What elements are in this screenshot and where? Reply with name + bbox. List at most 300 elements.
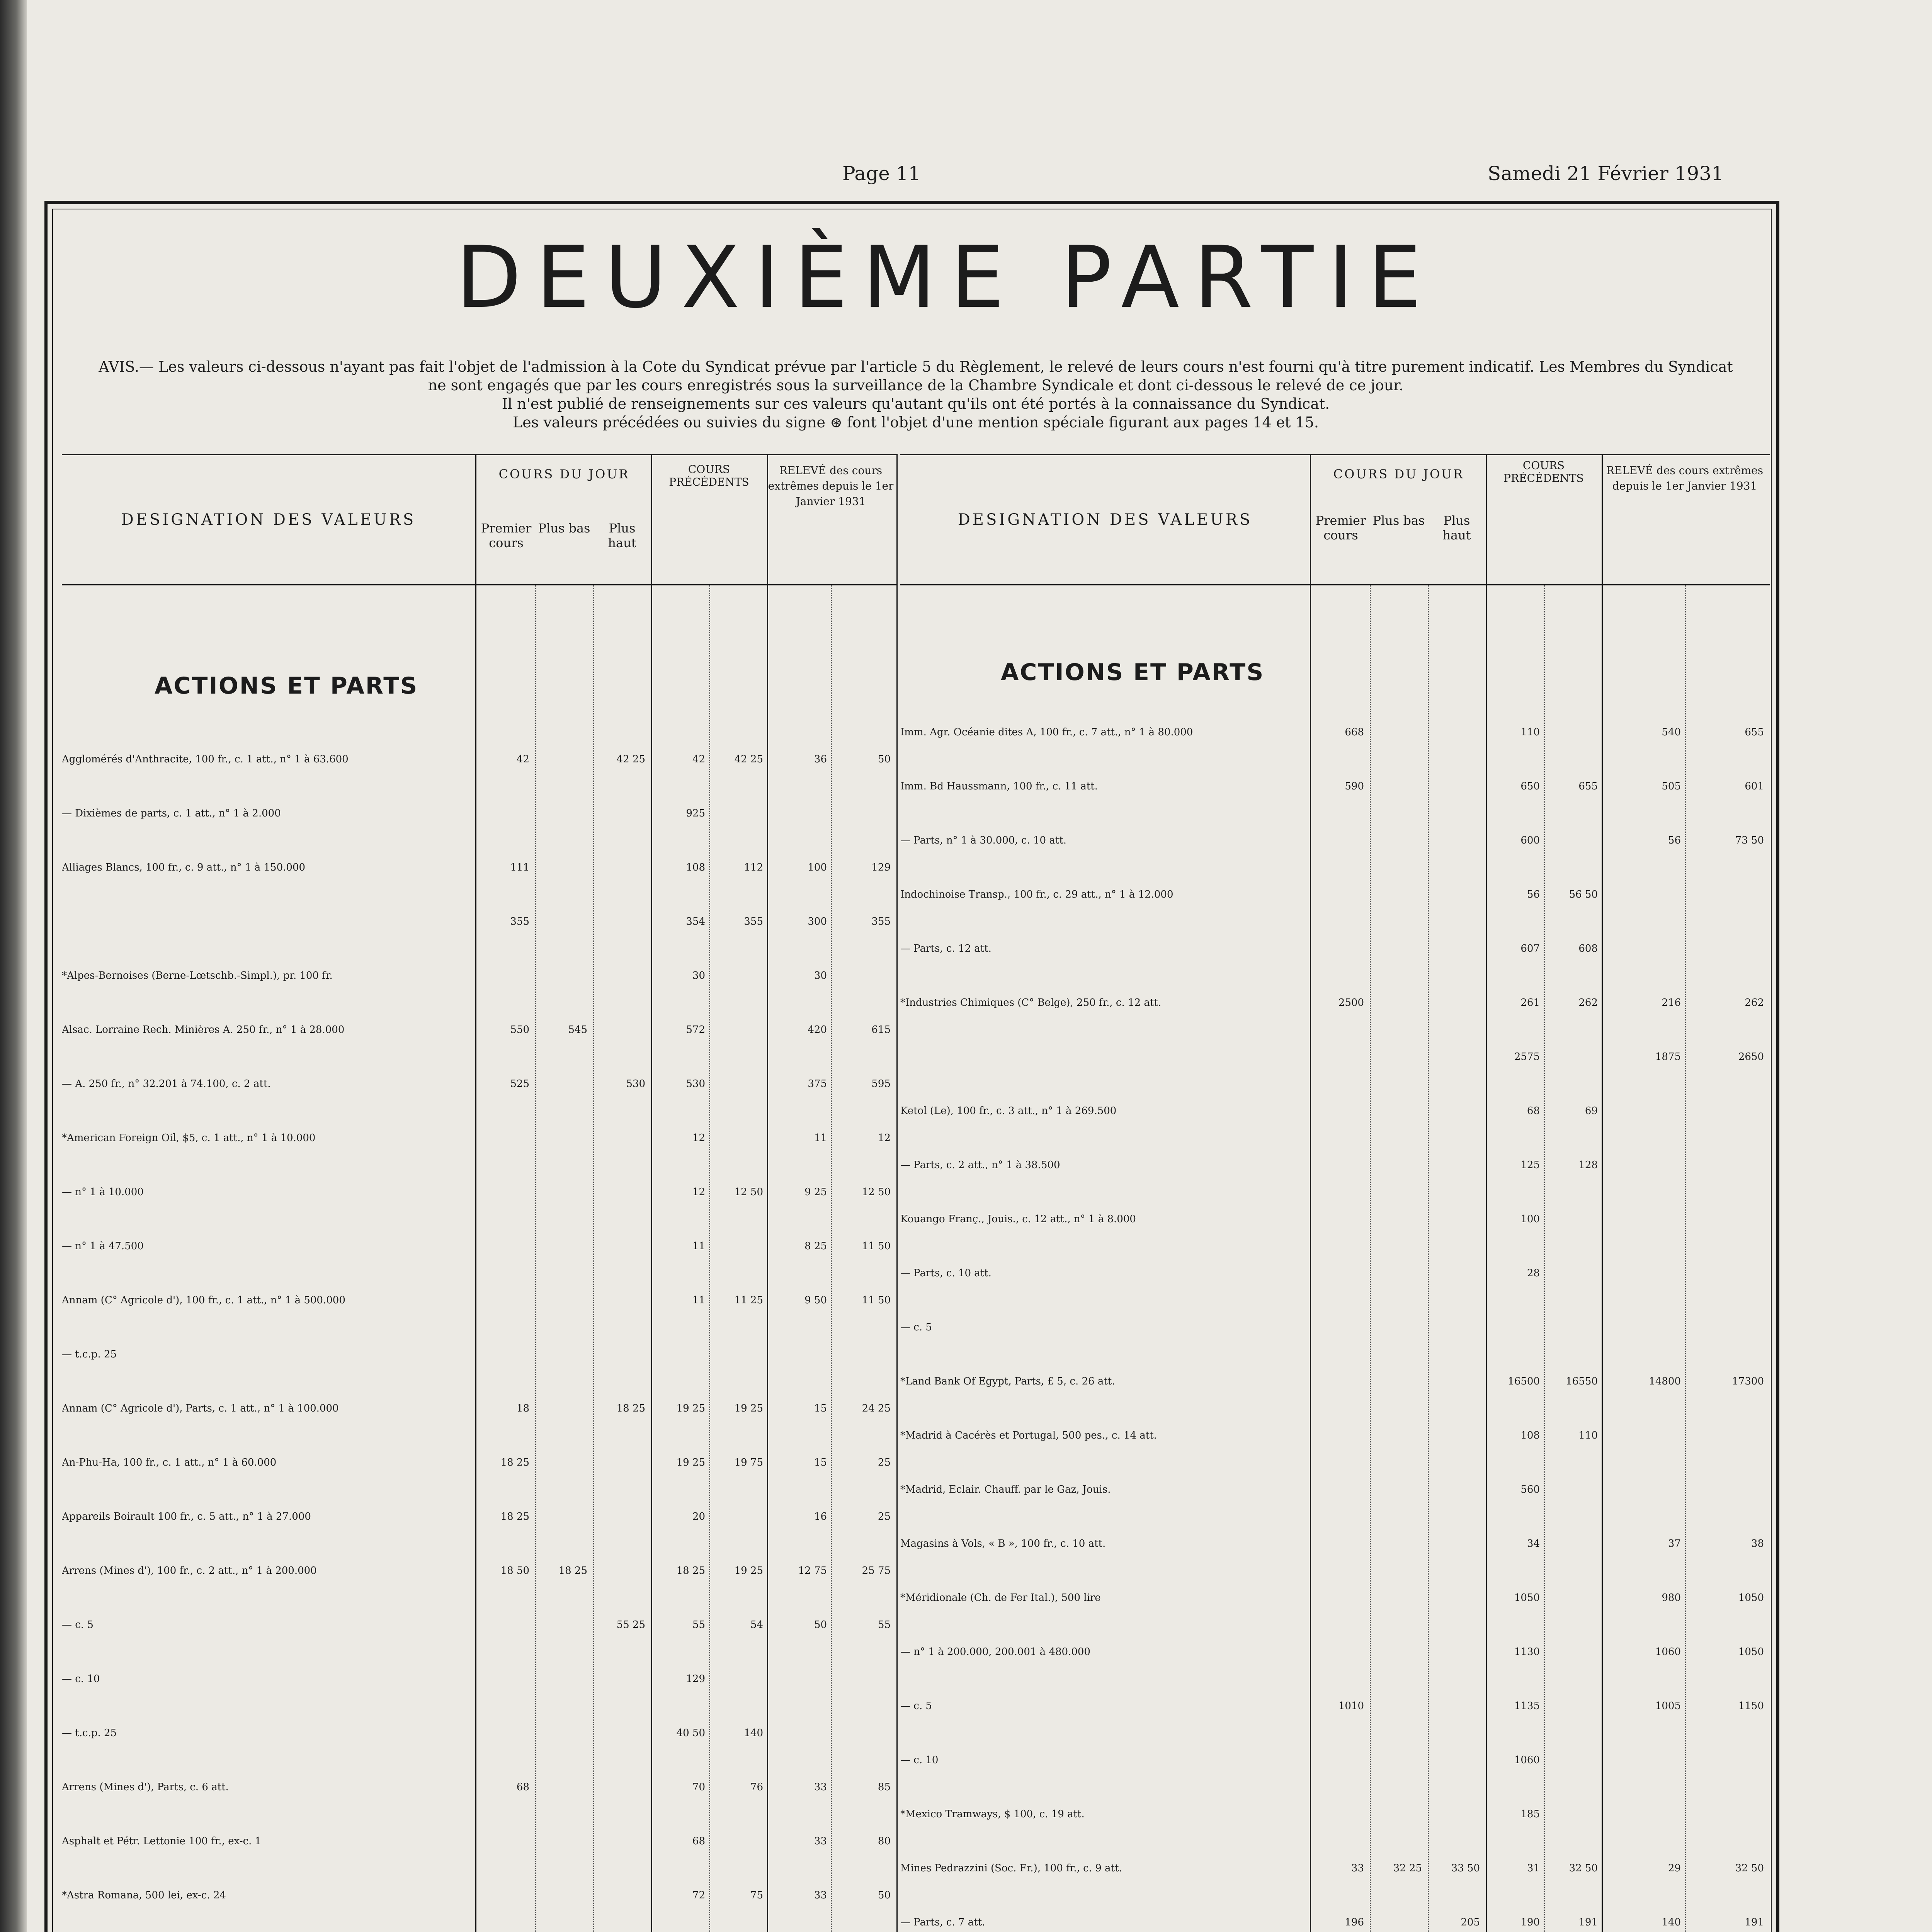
row-gap [62,1144,896,1186]
security-name: Magasins à Vols, « B », 100 fr., c. 10 att. [900,1538,1106,1549]
row-gap [900,1549,1770,1592]
security-name: *Madrid, Eclair. Chauff. par le Gaz, Jouis. [900,1484,1111,1495]
row-gap [900,1225,1770,1267]
page-number: Page 11 [842,162,921,185]
security-name: Indochinoise Transp., 100 fr., c. 29 att., n° 1 à 12.000 [900,889,1173,900]
security-name: — Parts, c. 7 att. [900,1917,985,1928]
price-cell: 37 [1668,1538,1681,1549]
price-cell: 16500 [1508,1376,1540,1387]
security-name: Arrens (Mines d'), Parts, c. 6 att. [62,1781,229,1793]
price-cell: 108 [686,862,705,873]
security-name: Arrens (Mines d'), 100 fr., c. 2 att., n° 1 à 200.000 [62,1565,317,1577]
security-name: — Parts, c. 2 att., n° 1 à 38.500 [900,1159,1060,1171]
row-gap [900,1063,1770,1105]
price-cell: 68 [516,1781,529,1793]
price-cell: 140 [744,1727,763,1739]
row-gap [62,927,896,970]
security-name: *Astra Romana, 500 lei, ex-c. 24 [62,1889,226,1901]
price-cell: 650 [1520,781,1540,792]
row-gap [62,1685,896,1727]
row-gap [62,1036,896,1078]
row-gap [900,1387,1770,1430]
table-row [900,1321,1770,1333]
price-cell: 18 50 [500,1565,529,1577]
security-name: *Alpes-Bernoises (Berne-Lœtschb.-Simpl.), pr. 100 fr. [62,970,333,981]
price-cell: 1005 [1655,1700,1681,1712]
price-cell: 1150 [1738,1700,1764,1712]
price-cell: 572 [686,1024,705,1036]
cours-precedents-header: COURS PRÉCÉDENTS [1503,459,1584,485]
row-gap [900,1117,1770,1159]
price-cell: 25 [878,1511,891,1522]
price-cell: 545 [568,1024,587,1036]
table-row [62,753,896,765]
price-cell: 2650 [1738,1051,1764,1063]
price-cell: 300 [808,916,827,927]
table-row [900,1592,1770,1604]
price-cell: 550 [510,1024,529,1036]
plus-bas-header: Plus bas [1372,513,1425,528]
price-cell: 28 [1527,1267,1540,1279]
table-row [900,1376,1770,1387]
price-cell: 196 [1345,1917,1364,1928]
price-cell: 12 75 [798,1565,827,1577]
center-divider [896,454,898,1932]
table-row [900,781,1770,792]
price-cell: 55 [878,1619,891,1631]
price-cell: 190 [1520,1917,1540,1928]
row-gap [900,1604,1770,1646]
cours-du-jour-header: COURS DU JOUR [1333,467,1464,481]
row-gap [900,1495,1770,1538]
row-gap [900,1874,1770,1917]
price-cell: 16 [814,1511,827,1522]
price-cell: 607 [1520,943,1540,954]
table-row [62,970,896,981]
notice-line: Les valeurs précédées ou suivies du signe ⊛ font l'objet d'une mention spéciale figurant aux pages 14 et 15. [513,414,1319,431]
row-gap [62,873,896,916]
security-name: Asphalt et Pétr. Lettonie 100 fr., ex-c. 1 [62,1835,262,1847]
price-cell: 32 25 [1393,1862,1422,1874]
table-row [900,889,1770,900]
price-cell: 1875 [1655,1051,1681,1063]
table-row [62,1619,896,1631]
table-row [900,1159,1770,1171]
price-cell: 590 [1345,781,1364,792]
price-cell: 505 [1662,781,1681,792]
price-cell: 11 50 [862,1294,891,1306]
left-listing [62,753,896,1932]
table-row [62,862,896,873]
price-cell: 8 25 [804,1240,827,1252]
price-cell: 76 [750,1781,763,1793]
cours-du-jour-header: COURS DU JOUR [498,467,630,481]
security-name: — c. 5 [900,1700,932,1712]
price-cell: 110 [1578,1430,1598,1441]
binding-gutter [0,0,27,1932]
security-name: Annam (C° Agricole d'), 100 fr., c. 1 att., n° 1 à 500.000 [62,1294,345,1306]
security-name: — Parts, c. 12 att. [900,943,992,954]
price-cell: 191 [1745,1917,1764,1928]
table-row [900,1538,1770,1549]
price-cell: 128 [1578,1159,1598,1171]
price-cell: 30 [814,970,827,981]
security-name: Annam (C° Agricole d'), Parts, c. 1 att., n° 1 à 100.000 [62,1403,339,1414]
price-cell: 11 [692,1240,705,1252]
price-cell: 375 [808,1078,827,1090]
price-cell: 73 50 [1735,835,1764,846]
price-cell: 108 [1520,1430,1540,1441]
price-cell: 655 [1578,781,1598,792]
table-row [62,1457,896,1468]
security-name: — n° 1 à 10.000 [62,1186,144,1198]
price-cell: 15 [814,1457,827,1468]
price-cell: 18 25 [500,1511,529,1522]
price-cell: 355 [510,916,529,927]
security-name: Kouango Franç., Jouis., c. 12 att., n° 1 à 8.000 [900,1213,1136,1225]
price-cell: 216 [1662,997,1681,1009]
price-cell: 33 [814,1781,827,1793]
security-name: Appareils Boirault 100 fr., c. 5 att., n° 1 à 27.000 [62,1511,311,1522]
security-name: *Land Bank Of Egypt, Parts, £ 5, c. 26 att. [900,1376,1115,1387]
right-section-title: ACTIONS ET PARTS [1001,659,1265,686]
table-row [900,1430,1770,1441]
price-cell: 205 [1461,1917,1480,1928]
security-name: Imm. Agr. Océanie dites A, 100 fr., c. 7 att., n° 1 à 80.000 [900,726,1193,738]
page-title: DEUXIÈME PARTIE [456,228,1437,327]
security-name: — Parts, c. 10 att. [900,1267,992,1279]
price-cell: 56 [1668,835,1681,846]
table-row [62,1078,896,1090]
right-listing [900,726,1770,1932]
price-cell: 33 [814,1835,827,1847]
row-gap [900,1171,1770,1213]
price-cell: 420 [808,1024,827,1036]
row-gap [62,981,896,1024]
right-table-header [900,454,1770,585]
price-cell: 38 [1751,1538,1764,1549]
security-name: — A. 250 fr., n° 32.201 à 74.100, c. 2 att. [62,1078,271,1090]
security-name: Alliages Blancs, 100 fr., c. 9 att., n° 1 à 150.000 [62,862,306,873]
cours-precedents-header: COURS PRÉCÉDENTS [669,463,749,488]
table-row [900,1051,1770,1063]
table-row [62,1673,896,1685]
table-row [62,1727,896,1739]
price-cell: 111 [510,862,529,873]
issue-date: Samedi 21 Février 1931 [1488,162,1724,185]
price-cell: 50 [878,1889,891,1901]
security-name: Ketol (Le), 100 fr., c. 3 att., n° 1 à 269.500 [900,1105,1117,1117]
row-gap [900,1279,1770,1321]
price-cell: 11 [692,1294,705,1306]
price-cell: 100 [1520,1213,1540,1225]
price-cell: 1135 [1514,1700,1540,1712]
table-row [900,1700,1770,1712]
security-name: *Industries Chimiques (C° Belge), 250 fr., c. 12 att. [900,997,1162,1009]
plus-bas-header: Plus bas [538,521,590,536]
price-cell: 355 [744,916,763,927]
price-cell: 18 [516,1403,529,1414]
row-gap [62,1306,896,1349]
price-cell: 33 [1351,1862,1364,1874]
price-cell: 15 [814,1403,827,1414]
security-name: — c. 5 [62,1619,94,1631]
price-cell: 29 [1668,1862,1681,1874]
table-row [900,726,1770,738]
price-cell: 75 [750,1889,763,1901]
price-cell: 601 [1745,781,1764,792]
left-table-header [62,454,896,585]
security-name: — t.c.p. 25 [62,1727,117,1739]
security-name: An-Phu-Ha, 100 fr., c. 1 att., n° 1 à 60.000 [62,1457,277,1468]
price-cell: 14800 [1649,1376,1681,1387]
price-cell: 19 25 [734,1403,763,1414]
row-gap [900,1712,1770,1754]
price-cell: 2575 [1514,1051,1540,1063]
price-cell: 12 [692,1132,705,1144]
price-cell: 56 [1527,889,1540,900]
row-gap [62,1901,896,1932]
table-row [62,1294,896,1306]
price-cell: 30 [692,970,705,981]
security-name: *Madrid à Cacérès et Portugal, 500 pes., c. 14 att. [900,1430,1157,1441]
price-cell: 110 [1520,726,1540,738]
price-cell: 12 [878,1132,891,1144]
price-cell: 112 [744,862,763,873]
price-cell: 354 [686,916,705,927]
price-cell: 55 [692,1619,705,1631]
table-row [900,997,1770,1009]
price-cell: 9 50 [804,1294,827,1306]
premier-cours-header: Premier cours [1315,513,1366,543]
price-cell: 1130 [1514,1646,1540,1658]
price-cell: 191 [1578,1917,1598,1928]
left-section-title: ACTIONS ET PARTS [155,672,418,699]
price-cell: 11 [814,1132,827,1144]
row-gap [900,846,1770,889]
price-cell: 85 [878,1781,891,1793]
price-cell: 42 25 [616,753,645,765]
security-name: — Parts, n° 1 à 30.000, c. 10 att. [900,835,1067,846]
price-cell: 33 50 [1451,1862,1480,1874]
price-cell: 600 [1520,835,1540,846]
price-cell: 185 [1520,1808,1540,1820]
security-name: — t.c.p. 25 [62,1349,117,1360]
price-cell: 17300 [1732,1376,1764,1387]
table-row [62,1889,896,1901]
row-gap [62,1198,896,1240]
notice-line: Il n'est publié de renseignements sur ces valeurs qu'autant qu'ils ont été portés à la connaissance du Syndicat. [502,395,1330,412]
price-cell: 50 [878,753,891,765]
table-row [62,1132,896,1144]
price-cell: 100 [808,862,827,873]
row-gap [900,954,1770,997]
price-cell: 68 [1527,1105,1540,1117]
security-name: *Mexico Tramways, $ 100, c. 19 att. [900,1808,1085,1820]
price-cell: 33 [814,1889,827,1901]
row-gap [62,1847,896,1889]
table-row [62,1186,896,1198]
price-cell: 530 [686,1078,705,1090]
price-cell: 615 [871,1024,891,1036]
price-cell: 125 [1520,1159,1540,1171]
price-cell: 42 [692,753,705,765]
security-name: *Méridionale (Ch. de Fer Ital.), 500 lire [900,1592,1101,1604]
security-name: — c. 10 [900,1754,939,1766]
price-cell: 1010 [1338,1700,1364,1712]
table-row [900,1646,1770,1658]
price-cell: 54 [750,1619,763,1631]
row-gap [900,1766,1770,1808]
price-cell: 9 25 [804,1186,827,1198]
row-gap [62,1577,896,1619]
row-gap [900,1441,1770,1484]
row-gap [900,1333,1770,1376]
price-cell: 980 [1662,1592,1681,1604]
price-cell: 68 [692,1835,705,1847]
plus-haut-header: Plus haut [608,521,636,550]
row-gap [62,1631,896,1673]
running-head [0,162,1932,193]
table-row [62,1835,896,1847]
price-cell: 530 [626,1078,645,1090]
designation-header: DESIGNATION DES VALEURS [121,511,416,529]
row-gap [62,1360,896,1403]
row-gap [62,1522,896,1565]
price-cell: 24 25 [862,1403,891,1414]
price-cell: 540 [1662,726,1681,738]
table-row [62,916,896,927]
price-cell: 18 25 [676,1565,705,1577]
price-cell: 608 [1578,943,1598,954]
price-cell: 261 [1520,997,1540,1009]
row-gap [900,792,1770,835]
price-cell: 32 50 [1735,1862,1764,1874]
security-name: — Dixièmes de parts, c. 1 att., n° 1 à 2.000 [62,808,281,819]
price-cell: 25 75 [862,1565,891,1577]
price-cell: 12 50 [734,1186,763,1198]
price-cell: 140 [1662,1917,1681,1928]
price-cell: 1050 [1514,1592,1540,1604]
price-cell: 12 [692,1186,705,1198]
price-cell: 50 [814,1619,827,1631]
price-cell: 655 [1745,726,1764,738]
price-cell: 56 50 [1569,889,1598,900]
security-name: — n° 1 à 47.500 [62,1240,144,1252]
table-row [900,1105,1770,1117]
plus-haut-header: Plus haut [1442,513,1471,543]
row-gap [62,1739,896,1781]
price-cell: 1060 [1514,1754,1540,1766]
price-cell: 70 [692,1781,705,1793]
premier-cours-header: Premier cours [481,521,532,550]
security-name: — n° 1 à 200.000, 200.001 à 480.000 [900,1646,1090,1658]
price-cell: 16550 [1566,1376,1598,1387]
price-cell: 36 [814,753,827,765]
row-gap [900,1820,1770,1862]
price-cell: 18 25 [616,1403,645,1414]
table-row [62,1024,896,1036]
price-cell: 40 50 [676,1727,705,1739]
table-row [900,1484,1770,1495]
price-cell: 2500 [1338,997,1364,1009]
table-row [900,943,1770,954]
table-row [900,1754,1770,1766]
security-name: Agglomérés d'Anthracite, 100 fr., c. 1 att., n° 1 à 63.600 [62,753,349,765]
price-cell: 42 [516,753,529,765]
price-cell: 129 [686,1673,705,1685]
table-row [900,1808,1770,1820]
price-cell: 925 [686,808,705,819]
price-cell: 19 25 [676,1403,705,1414]
row-gap [62,1252,896,1294]
row-gap [900,1658,1770,1700]
price-cell: 1060 [1655,1646,1681,1658]
price-cell: 72 [692,1889,705,1901]
row-gap [62,819,896,862]
table-row [62,1349,896,1360]
price-cell: 1050 [1738,1592,1764,1604]
price-cell: 11 50 [862,1240,891,1252]
price-cell: 55 25 [616,1619,645,1631]
price-cell: 12 50 [862,1186,891,1198]
price-cell: 20 [692,1511,705,1522]
security-name: Mines Pedrazzini (Soc. Fr.), 100 fr., c. 9 att. [900,1862,1122,1874]
row-gap [62,1793,896,1835]
security-name: — c. 10 [62,1673,100,1685]
price-cell: 19 25 [734,1565,763,1577]
price-cell: 42 25 [734,753,763,765]
releve-header: RELEVÉ des cours extrêmes depuis le 1er Janvier 1931 [768,464,894,508]
table-row [900,1267,1770,1279]
security-name: Alsac. Lorraine Rech. Minières A. 250 fr., n° 1 à 28.000 [62,1024,345,1036]
table-row [900,1917,1770,1928]
price-cell: 31 [1527,1862,1540,1874]
price-cell: 1050 [1738,1646,1764,1658]
price-cell: 69 [1585,1105,1598,1117]
row-gap [62,765,896,808]
security-name: *American Foreign Oil, $5, c. 1 att., n° 1 à 10.000 [62,1132,316,1144]
price-cell: 32 50 [1569,1862,1598,1874]
price-cell: 560 [1520,1484,1540,1495]
notice-line: ne sont engagés que par les cours enregistrés sous la surveillance de la Chambre Syndicale et dont ci-dessous le relevé de ce jour. [428,377,1404,394]
price-cell: 11 25 [734,1294,763,1306]
price-cell: 34 [1527,1538,1540,1549]
table-row [62,808,896,819]
row-gap [62,1090,896,1132]
row-gap [900,738,1770,781]
row-gap [900,900,1770,943]
price-cell: 525 [510,1078,529,1090]
price-cell: 18 25 [500,1457,529,1468]
row-gap [62,1468,896,1511]
notice-line: AVIS.— Les valeurs ci-dessous n'ayant pas fait l'objet de l'admission à la Cote du Syndicat prévue par l'article 5 du Règlement, le relevé de leurs cours n'est fourni qu'à titre purement indicatif. Les Membres du Syndicat [99,358,1733,375]
table-row [900,1862,1770,1874]
price-cell: 355 [871,916,891,927]
table-row [62,1403,896,1414]
price-cell: 129 [871,862,891,873]
row-gap [62,1414,896,1457]
price-cell: 595 [871,1078,891,1090]
price-cell: 25 [878,1457,891,1468]
price-cell: 668 [1345,726,1364,738]
designation-header: DESIGNATION DES VALEURS [957,511,1253,529]
table-row [900,835,1770,846]
price-cell: 262 [1578,997,1598,1009]
table-row [62,1781,896,1793]
table-row [62,1565,896,1577]
table-row [900,1213,1770,1225]
